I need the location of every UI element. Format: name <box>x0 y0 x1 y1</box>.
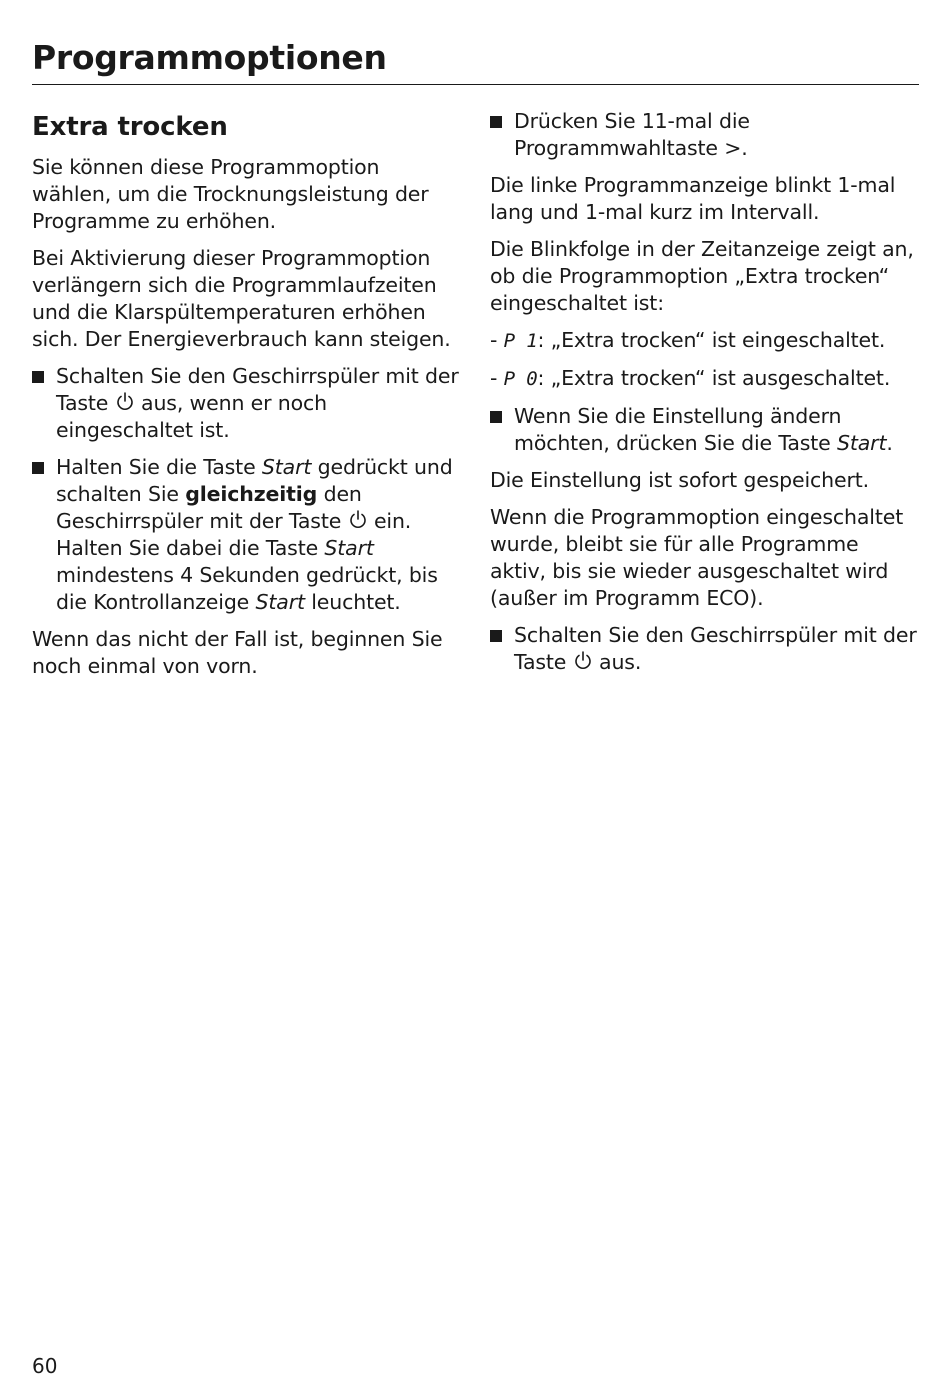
step-text: Schalten Sie den Geschirrspüler mit der Taste <box>514 623 917 674</box>
option-state-off <box>490 365 920 393</box>
start-key-label: Start <box>261 455 312 479</box>
blink-sequence-paragraph: Die Blinkfolge in der Zeitanzeige zeigt an, ob die Programmoption „Extra trocken“ eingeschaltet ist: <box>490 237 914 315</box>
step-text: Wenn Sie die Einstellung ändern möchten, drücken Sie die Taste <box>514 404 842 455</box>
square-bullet-icon <box>32 371 44 383</box>
intro-paragraph-2: Bei Aktivierung dieser Programmoption verlängern sich die Programmlaufzeiten und die Klarspültemperaturen erhöhen sich. Der Energieverbrauch kann steigen. <box>32 246 451 351</box>
start-key-label: Start <box>324 536 374 560</box>
page-title: Programmoptionen <box>32 38 387 77</box>
step-change-setting <box>490 403 920 457</box>
right-column <box>490 108 920 686</box>
power-icon <box>115 391 135 413</box>
step-text: aus, wenn er noch eingeschaltet ist. <box>56 391 327 442</box>
option-state-text: : „Extra trocken“ ist eingeschaltet. <box>537 328 886 352</box>
option-state-on <box>490 327 920 355</box>
display-code: P 0 <box>503 368 538 390</box>
title-divider <box>32 84 919 85</box>
step-text: den Geschirrspüler mit der Taste <box>56 482 362 533</box>
display-code: P 1 <box>503 330 538 352</box>
dash: - <box>490 366 504 390</box>
option-state-list <box>490 327 920 393</box>
square-bullet-icon <box>32 462 44 474</box>
square-bullet-icon <box>490 630 502 642</box>
start-indicator-label: Start <box>255 590 305 614</box>
step-text: ein. Halten Sie dabei die Taste <box>56 509 412 560</box>
step-hold-start <box>32 454 462 616</box>
step-text: aus. <box>599 650 642 674</box>
step-text: Halten Sie die Taste <box>56 455 256 479</box>
retry-paragraph: Wenn das nicht der Fall ist, beginnen Sie noch einmal von vorn. <box>32 627 443 678</box>
intro-paragraph-1: Sie können diese Programmoption wählen, um die Trocknungsleistung der Programme zu erhöhen. <box>32 155 429 233</box>
square-bullet-icon <box>490 411 502 423</box>
section-title: Extra trocken <box>32 112 228 142</box>
step-text: leuchtet. <box>311 590 401 614</box>
steps-list-right-1 <box>490 108 920 162</box>
steps-list-right-3 <box>490 622 920 676</box>
power-icon <box>348 509 368 531</box>
emphasis-text: gleichzeitig <box>185 482 318 506</box>
step-press-program-key <box>490 108 920 162</box>
power-icon <box>573 650 593 672</box>
saved-paragraph: Die Einstellung ist sofort gespeichert. <box>490 468 870 492</box>
step-text: Schalten Sie den Geschirrspüler mit der Taste <box>56 364 459 415</box>
step-text: mindestens 4 Sekunden gedrückt, bis die Kontrollanzeige <box>56 563 438 614</box>
start-key-label: Start <box>837 431 887 455</box>
left-column <box>32 108 462 690</box>
steps-list-right-2 <box>490 403 920 457</box>
persist-paragraph: Wenn die Programmoption eingeschaltet wurde, bleibt sie für alle Programme aktiv, bis sie wieder ausgeschaltet wird (außer im Programm ECO). <box>490 505 904 610</box>
option-state-text: : „Extra trocken“ ist ausgeschaltet. <box>537 366 891 390</box>
step-switch-off-final <box>490 622 920 676</box>
step-text: . <box>886 431 893 455</box>
dash: - <box>490 328 504 352</box>
steps-list-left <box>32 363 462 616</box>
step-text: Drücken Sie 11-mal die Programmwahltaste >. <box>514 109 750 160</box>
square-bullet-icon <box>490 116 502 128</box>
step-text: gedrückt und schalten Sie <box>56 455 453 506</box>
step-switch-off <box>32 363 462 444</box>
blink-paragraph: Die linke Programmanzeige blinkt 1-mal lang und 1-mal kurz im Intervall. <box>490 173 896 224</box>
page-number: 60 <box>32 1354 58 1378</box>
